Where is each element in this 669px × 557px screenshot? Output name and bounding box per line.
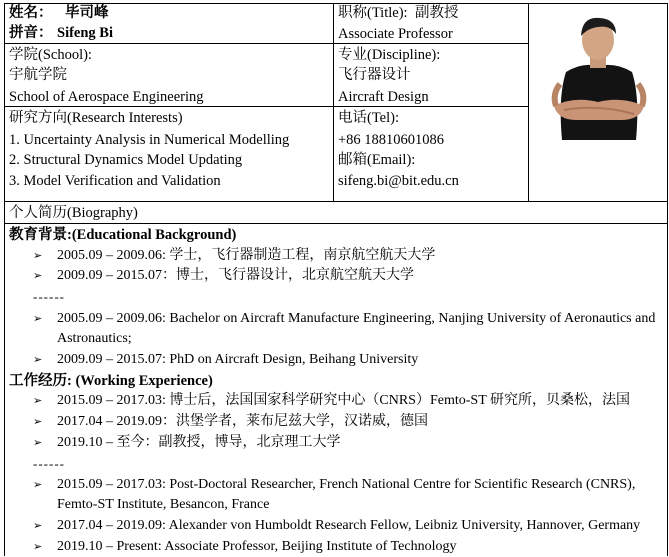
bullet-icon: ➢ — [33, 270, 43, 282]
bullet-icon: ➢ — [33, 541, 43, 553]
bullet-icon: ➢ — [33, 250, 43, 262]
work-item-continued: Femto-ST Institute, Besancon, France — [57, 497, 270, 512]
education-heading: 教育背景:(Educational Background) — [9, 227, 237, 243]
research-item: 1. Uncertainty Analysis in Numerical Modelling — [9, 132, 290, 148]
border-left — [4, 3, 5, 556]
work-item: 2015.09 – 2017.03: 博士后，法国国家科学研究中心（CNRS）Femto-ST 研究所，贝桑松，法国 — [57, 393, 630, 408]
work-heading: 工作经历: (Working Experience) — [9, 373, 213, 389]
school-cn: 宇航学院 — [9, 67, 67, 83]
pinyin-value: Sifeng Bi — [57, 25, 113, 41]
bullet-icon: ➢ — [33, 354, 43, 366]
tel-label: 电话(Tel): — [338, 110, 399, 126]
email-value[interactable]: sifeng.bi@bit.edu.cn — [338, 173, 459, 189]
school-label: 学院(School): — [9, 47, 92, 63]
education-item-continued: Astronautics; — [57, 331, 132, 346]
tel-value: +86 18810601086 — [338, 132, 445, 148]
email-label: 邮箱(Email): — [338, 152, 416, 168]
separator: ------ — [33, 289, 65, 304]
work-item: 2017.04 – 2019.09: Alexander von Humboldt Research Fellow, Leibniz University, Hannover, Germany — [57, 518, 641, 533]
title-cn: 副教授 — [415, 5, 459, 21]
pinyin-label: 拼音： — [9, 25, 53, 41]
name-value: 毕司峰 — [65, 5, 109, 21]
title-en: Associate Professor — [338, 26, 453, 42]
name-label: 姓名： — [9, 5, 53, 21]
school-en: School of Aerospace Engineering — [9, 89, 204, 105]
col-divider-2 — [528, 3, 529, 201]
research-item: 3. Model Verification and Validation — [9, 173, 221, 189]
row-divider-4 — [4, 223, 668, 224]
profile-photo — [536, 10, 662, 140]
bullet-icon: ➢ — [33, 395, 43, 407]
work-item: 2015.09 – 2017.03: Post-Doctoral Researcher, French National Centre for Scientific Research (CNRS), — [57, 477, 636, 492]
biography-header: 个人简历(Biography) — [9, 205, 138, 221]
col-divider-1 — [333, 3, 334, 201]
bullet-icon: ➢ — [33, 437, 43, 449]
education-item: 2005.09 – 2009.06: 学士，飞行器制造工程，南京航空航天大学 — [57, 248, 436, 263]
research-item: 2. Structural Dynamics Model Updating — [9, 152, 243, 168]
education-item: 2009.09 – 2015.07: PhD on Aircraft Design, Beihang University — [57, 352, 419, 367]
border-right — [667, 3, 668, 556]
title-label: 职称(Title): — [338, 5, 408, 21]
bullet-icon: ➢ — [33, 313, 43, 325]
discipline-cn: 飞行器设计 — [338, 67, 411, 83]
bullet-icon: ➢ — [33, 520, 43, 532]
research-label: 研究方向(Research Interests) — [9, 110, 183, 126]
work-item: 2017.04 – 2019.09：洪堡学者，莱布尼兹大学，汉诺威，德国 — [57, 414, 428, 429]
education-item: 2009.09 – 2015.07：博士，飞行器设计，北京航空航天大学 — [57, 268, 414, 283]
discipline-en: Aircraft Design — [338, 89, 429, 105]
bullet-icon: ➢ — [33, 479, 43, 491]
bullet-icon: ➢ — [33, 416, 43, 428]
separator: ------ — [33, 456, 65, 471]
person-portrait-icon — [536, 10, 662, 140]
row-divider-3 — [4, 201, 668, 202]
work-item: 2019.10 – 至今：副教授，博导，北京理工大学 — [57, 435, 341, 450]
work-item: 2019.10 – Present: Associate Professor, Beijing Institute of Technology — [57, 539, 457, 554]
education-item: 2005.09 – 2009.06: Bachelor on Aircraft Manufacture Engineering, Nanjing University of Aeronautics and — [57, 311, 656, 326]
discipline-label: 专业(Discipline): — [338, 47, 441, 63]
